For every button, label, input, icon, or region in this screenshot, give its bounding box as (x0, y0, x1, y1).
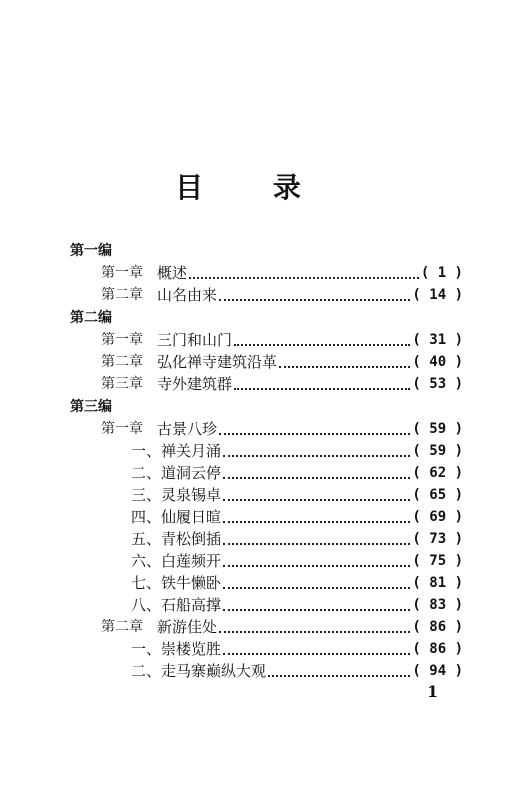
chapter-label: 第二章 (101, 354, 143, 370)
toc-entry[interactable] (131, 548, 463, 570)
chapter-label: 第一章 (101, 421, 143, 437)
part-heading (70, 238, 190, 260)
dot-leader (268, 675, 410, 677)
section-title: 七、铁牛懒卧 (131, 574, 222, 592)
page-number: ( 83 ) (412, 597, 463, 613)
section-title: 一、崇楼览胜 (131, 640, 222, 658)
dot-leader (223, 609, 410, 611)
chapter-label: 第一章 (101, 265, 143, 281)
dot-leader (223, 521, 410, 523)
page-folio: 1 (427, 682, 439, 701)
section-title: 四、仙履日暄 (131, 508, 222, 526)
section-title: 二、走马寨巅纵大观 (131, 662, 267, 680)
chapter-label: 第一章 (101, 332, 143, 348)
dot-leader (219, 631, 410, 633)
toc-entry[interactable] (101, 327, 463, 349)
chapter-title: 新游佳处 (157, 618, 218, 636)
page-number: ( 62 ) (412, 465, 463, 481)
chapter-title: 三门和山门 (157, 331, 233, 349)
page-number: ( 65 ) (412, 487, 463, 503)
toc-entry[interactable] (131, 526, 463, 548)
page-number: ( 75 ) (412, 553, 463, 569)
page-number: ( 86 ) (412, 641, 463, 657)
page-number: ( 40 ) (412, 354, 463, 370)
chapter-label: 第三章 (101, 376, 143, 392)
dot-leader (234, 344, 410, 346)
page-number: ( 81 ) (412, 575, 463, 591)
dot-leader (223, 499, 410, 501)
part-label: 第一编 (70, 243, 112, 259)
toc-entry[interactable] (101, 614, 463, 636)
dot-leader (219, 299, 410, 301)
page-title: 目 录 (175, 171, 331, 204)
dot-leader (223, 477, 410, 479)
section-title: 五、青松倒插 (131, 530, 222, 548)
page-number: ( 53 ) (412, 376, 463, 392)
page-number: ( 86 ) (412, 619, 463, 635)
toc-entry[interactable] (101, 371, 463, 393)
toc-entry[interactable] (131, 570, 463, 592)
toc-entry[interactable] (131, 504, 463, 526)
part-label: 第三编 (70, 399, 112, 415)
page-number: ( 94 ) (412, 663, 463, 679)
dot-leader (234, 388, 410, 390)
page-number: ( 59 ) (412, 421, 463, 437)
dot-leader (223, 653, 410, 655)
toc-entry[interactable] (131, 658, 463, 680)
section-title: 三、灵泉锡卓 (131, 486, 222, 504)
part-heading (70, 305, 190, 327)
dot-leader (223, 565, 410, 567)
page-number: ( 31 ) (412, 332, 463, 348)
page-number: ( 59 ) (412, 443, 463, 459)
section-title: 八、石船高撑 (131, 596, 222, 614)
dot-leader (223, 455, 410, 457)
toc-entry[interactable] (131, 592, 463, 614)
chapter-title: 寺外建筑群 (157, 375, 233, 393)
chapter-title: 古景八珍 (157, 420, 218, 438)
toc-entry[interactable] (101, 416, 463, 438)
part-label: 第二编 (70, 310, 112, 326)
dot-leader (223, 587, 410, 589)
dot-leader (223, 543, 410, 545)
chapter-title: 山名由来 (157, 286, 218, 304)
section-title: 一、禅关月涌 (131, 442, 222, 460)
page-number: ( 69 ) (412, 509, 463, 525)
section-title: 二、道洞云停 (131, 464, 222, 482)
toc-entry[interactable] (101, 282, 463, 304)
dot-leader (219, 433, 410, 435)
toc-entry[interactable] (101, 349, 463, 371)
page-number: ( 73 ) (412, 531, 463, 547)
dot-leader (189, 277, 419, 279)
toc-entry[interactable] (131, 438, 463, 460)
section-title: 六、白莲频开 (131, 552, 222, 570)
chapter-label: 第二章 (101, 287, 143, 303)
toc-entry[interactable] (101, 260, 463, 282)
page-number: ( 14 ) (412, 287, 463, 303)
toc-entry[interactable] (131, 636, 463, 658)
dot-leader (279, 366, 410, 368)
toc-entry[interactable] (131, 460, 463, 482)
part-heading (70, 394, 190, 416)
toc-entry[interactable] (131, 482, 463, 504)
page-number: ( 1 ) (420, 265, 463, 281)
chapter-title: 弘化禅寺建筑沿革 (157, 353, 278, 371)
chapter-title: 概述 (157, 264, 188, 282)
chapter-label: 第二章 (101, 619, 143, 635)
